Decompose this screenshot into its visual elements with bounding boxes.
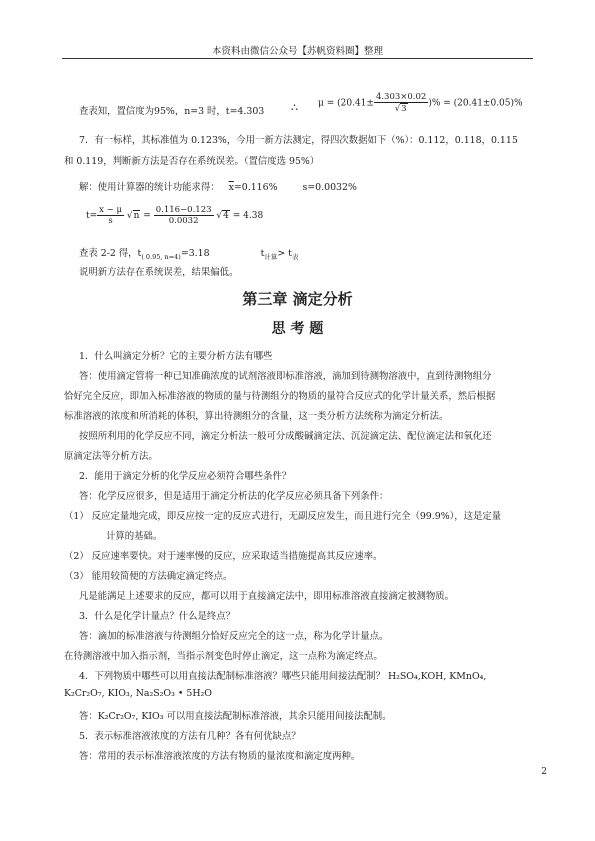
section-title: 思 考 题 [271,321,324,337]
body-line: 4．下列物质中哪些可以用直接法配制标准溶液？哪些只能用间接法配制？ H₂SO₄,KOH, KMnO₄, [79,671,487,682]
page-number: 2 [541,767,547,777]
body-line: 答：化学反应很多，但是适用于滴定分析法的化学反应必须具备下列条件： [79,491,389,502]
table-lookup-line [79,245,298,261]
body-line: 5．表示标准溶液浓度的方法有几种？各有何优缺点？ [79,731,301,742]
sqrt-4: 4 [223,211,229,221]
body-line: 1．什么叫滴定分析？它的主要分析方法有哪些 [79,351,273,362]
solution-line [79,179,357,193]
table-d: > t [277,248,292,259]
mu-frac-num: 4.303×0.02 [375,92,427,102]
xbar-value: =0.116% [233,182,278,193]
table-b: =3.18 [180,248,210,259]
table-d-sub: 表 [291,252,299,261]
t-result: = 4.38 [232,211,264,221]
chapter-title: 第三章 滴定分析 [242,290,353,308]
solution-text: 解：使用计算器的统计功能求得： [79,182,220,193]
t-eq: t= [86,211,98,221]
mu-a: 20.41± [340,98,374,109]
body-line: 答：常用的表示标准溶液浓度的方法有物质的量浓度和滴定度两种。 [79,751,361,762]
body-line: 3．什么是化学计量点？什么是终点？ [79,611,235,622]
header-divider [62,58,533,59]
body-line: 按照所利用的化学反应不同，滴定分析法一般可分成酸碱滴定法、沉淀滴定法、配位滴定法和氧化还 [79,431,492,442]
calc-lead: 查表知，置信度为95%，n=3 时，t=4.303 [79,106,265,117]
body-line: （2） 反应速率要快。对于速率慢的反应，应采取适当措施提高其反应速率。 [64,551,383,562]
body-line: 恰好完全反应，即加入标准溶液的物质的量与待测组分的物质的量符合反应式的化学计量关系，然后根据 [64,391,496,402]
body-line: 答：滴加的标准溶液与待测组分恰好反应完全的这一点，称为化学计量点。 [79,631,389,642]
table-a-sub: ( 0.95, n=4) [141,252,181,261]
body-line: 答：K₂Cr₂O₇, KIO₃ 可以用直接法配制标准溶液，其余只能用间接法配制。 [79,711,392,722]
t-frac1-num: x − μ [99,205,123,215]
mu-fraction [374,92,428,114]
body-line: （1） 反应定量地完成，即反应按一定的反应式进行，无副反应发生，而且进行完全（99.9%），这是定量 [64,511,502,522]
body-line: 凡是能满足上述要求的反应，都可以用于直接滴定法中，即用标准溶液直接滴定被测物质。 [79,591,455,602]
t-formula: t= $\frac{x - \mu}{s}$ √n = $\frac{0.116-0.123}{0.0032}$ √4 = 4.38 [86,205,264,226]
conclusion: 说明新方法存在系统误差，结果偏低。 [79,267,239,278]
body-line: 计算的基础。 [106,531,163,542]
s-value: s=0.0032% [302,182,357,193]
body-line: （3） 能用较简便的方法确定滴定终点。 [64,571,233,582]
body-line: 在待测溶液中加入指示剂，当指示剂变色时停止滴定，这一点称为滴定终点。 [64,651,383,662]
mu-formula [318,92,523,114]
t-frac1-den: s [108,216,113,226]
t-frac1 [97,205,124,226]
xbar-symbol: $\overline{x}$ [228,182,234,193]
body-line: K₂Cr₂O₇, KIO₃, Na₂S₂O₃ • 5H₂O [64,688,212,699]
t-frac2 [154,205,214,226]
body-line: 标准溶液的浓度和所消耗的体积，算出待测组分的含量，这一类分析方法统称为滴定分析法。 [64,411,449,422]
table-c-sub: 计算 [264,252,278,261]
mu-frac-sqrt: 3 [401,104,407,114]
mu-prefix: μ = ( [318,98,341,109]
page-header: 本资料由微信公众号【苏帆资料圈】整理 [211,46,383,57]
table-c: t [260,248,265,259]
mu-suffix: )% = (20.41±0.05)% [428,98,523,109]
table-a: 查表 2-2 得，t [79,248,142,259]
therefore-symbol: ∴ [291,101,298,114]
t-frac2-den: 0.0032 [168,216,199,226]
q7-line2: 和 0.119，判断新方法是否存在系统误差。（置信度选 95%） [64,156,320,167]
mu-frac-den: √3 [394,104,407,114]
body-line: 2．能用于滴定分析的化学反应必须符合哪些条件？ [79,471,292,482]
body-line: 原滴定法等分析方法。 [64,451,158,462]
q7-line1: 7．有一标样，其标准值为 0.123%，今用一新方法测定，得四次数据如下（%）：0.112，0.118，0.115 [79,135,518,146]
body-line: 答：使用滴定管将一种已知准确浓度的试剂溶液即标准溶液，滴加到待测物溶液中，直到待测物组分 [79,371,492,382]
t-eq2: = [143,211,151,221]
t-frac2-num: 0.116−0.123 [155,205,212,215]
sqrt-n: n [133,211,140,221]
